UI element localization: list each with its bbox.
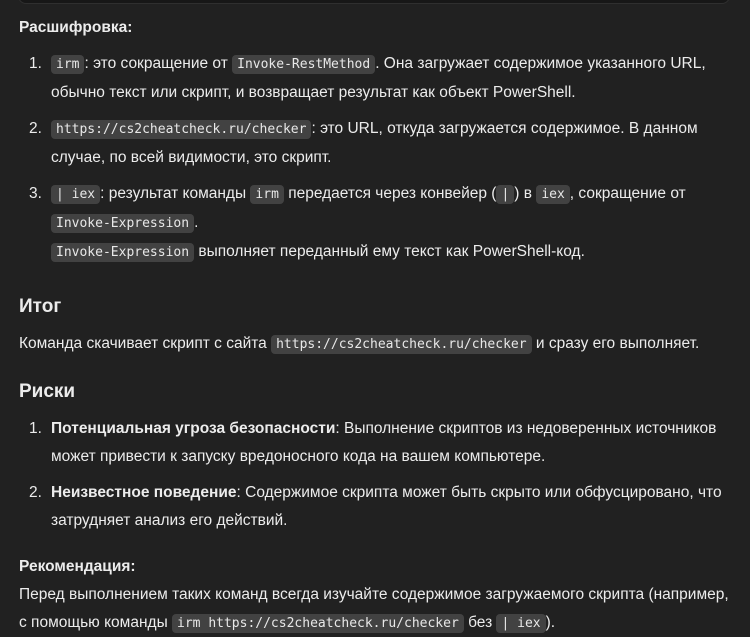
list-text: ) в	[514, 185, 537, 202]
list-text: выполняет переданный ему текст как PowerShell-код.	[194, 243, 585, 260]
inline-code: irm	[51, 55, 84, 74]
list-item	[19, 415, 731, 471]
list-text: , сокращение от	[569, 185, 686, 202]
inline-code: irm https://cs2cheatcheck.ru/checker	[172, 614, 464, 633]
list-item	[19, 50, 731, 107]
inline-code: irm	[250, 185, 283, 204]
list-text: : Содержимое скрипта может быть скрыто или обфусцировано, что затрудняет анализ его действий.	[51, 484, 722, 529]
list-item	[19, 115, 731, 172]
inline-code: iex	[536, 185, 569, 204]
list-number: 1.	[29, 55, 42, 72]
inline-code: Invoke-Expression	[51, 243, 194, 262]
risk-title: Неизвестное поведение	[51, 484, 237, 501]
list-item	[19, 479, 731, 535]
recommendation-text: Перед выполнением таких команд всегда изучайте содержимое загружаемого скрипта (например, с помощью команды	[19, 586, 729, 631]
list-text: : это URL, откуда загружается содержимое. В данном случае, по всей видимости, это скрипт.	[51, 120, 698, 166]
list-number: 1.	[29, 420, 42, 437]
list-text: : это сокращение от	[84, 55, 233, 72]
inline-code: Invoke-Expression	[51, 214, 194, 233]
inline-code: | iex	[496, 614, 545, 633]
assistant-message	[19, 14, 731, 637]
summary-text: и сразу его выполняет.	[531, 335, 700, 352]
decoding-list	[19, 50, 731, 267]
list-text: . Она загружает содержимое указанного URL, обычно текст или скрипт, и возвращает результат как объект PowerShell.	[51, 55, 706, 101]
decoding-label: Расшифровка:	[19, 19, 133, 36]
list-text: : Выполнение скриптов из недоверенных источников может привести к запуску вредоносного кода на вашем компьютере.	[51, 420, 717, 465]
list-number: 2.	[29, 484, 42, 501]
list-text: передается через конвейер (	[283, 185, 497, 202]
inline-code: | iex	[51, 185, 100, 204]
recommendation-paragraph	[19, 581, 731, 637]
list-item	[19, 180, 731, 267]
inline-code: Invoke-RestMethod	[232, 55, 375, 74]
recommendation-text: без	[463, 614, 497, 631]
inline-code: https://cs2cheatcheck.ru/checker	[51, 120, 311, 139]
code-block-bottom-edge	[18, 0, 730, 4]
list-text: .	[194, 214, 199, 231]
summary-text: Команда скачивает скрипт с сайта	[19, 335, 272, 352]
risks-list	[19, 415, 731, 535]
list-number: 3.	[29, 185, 42, 202]
summary-heading: Итог	[19, 296, 62, 317]
risk-title: Потенциальная угроза безопасности	[51, 420, 336, 437]
list-text: : результат команды	[100, 185, 251, 202]
summary-paragraph	[19, 330, 731, 359]
inline-code: https://cs2cheatcheck.ru/checker	[271, 335, 531, 354]
risks-heading: Риски	[19, 381, 76, 402]
recommendation-label: Рекомендация:	[19, 558, 136, 575]
inline-code: |	[496, 185, 514, 204]
recommendation-text: ).	[545, 614, 556, 631]
list-number: 2.	[29, 120, 42, 137]
